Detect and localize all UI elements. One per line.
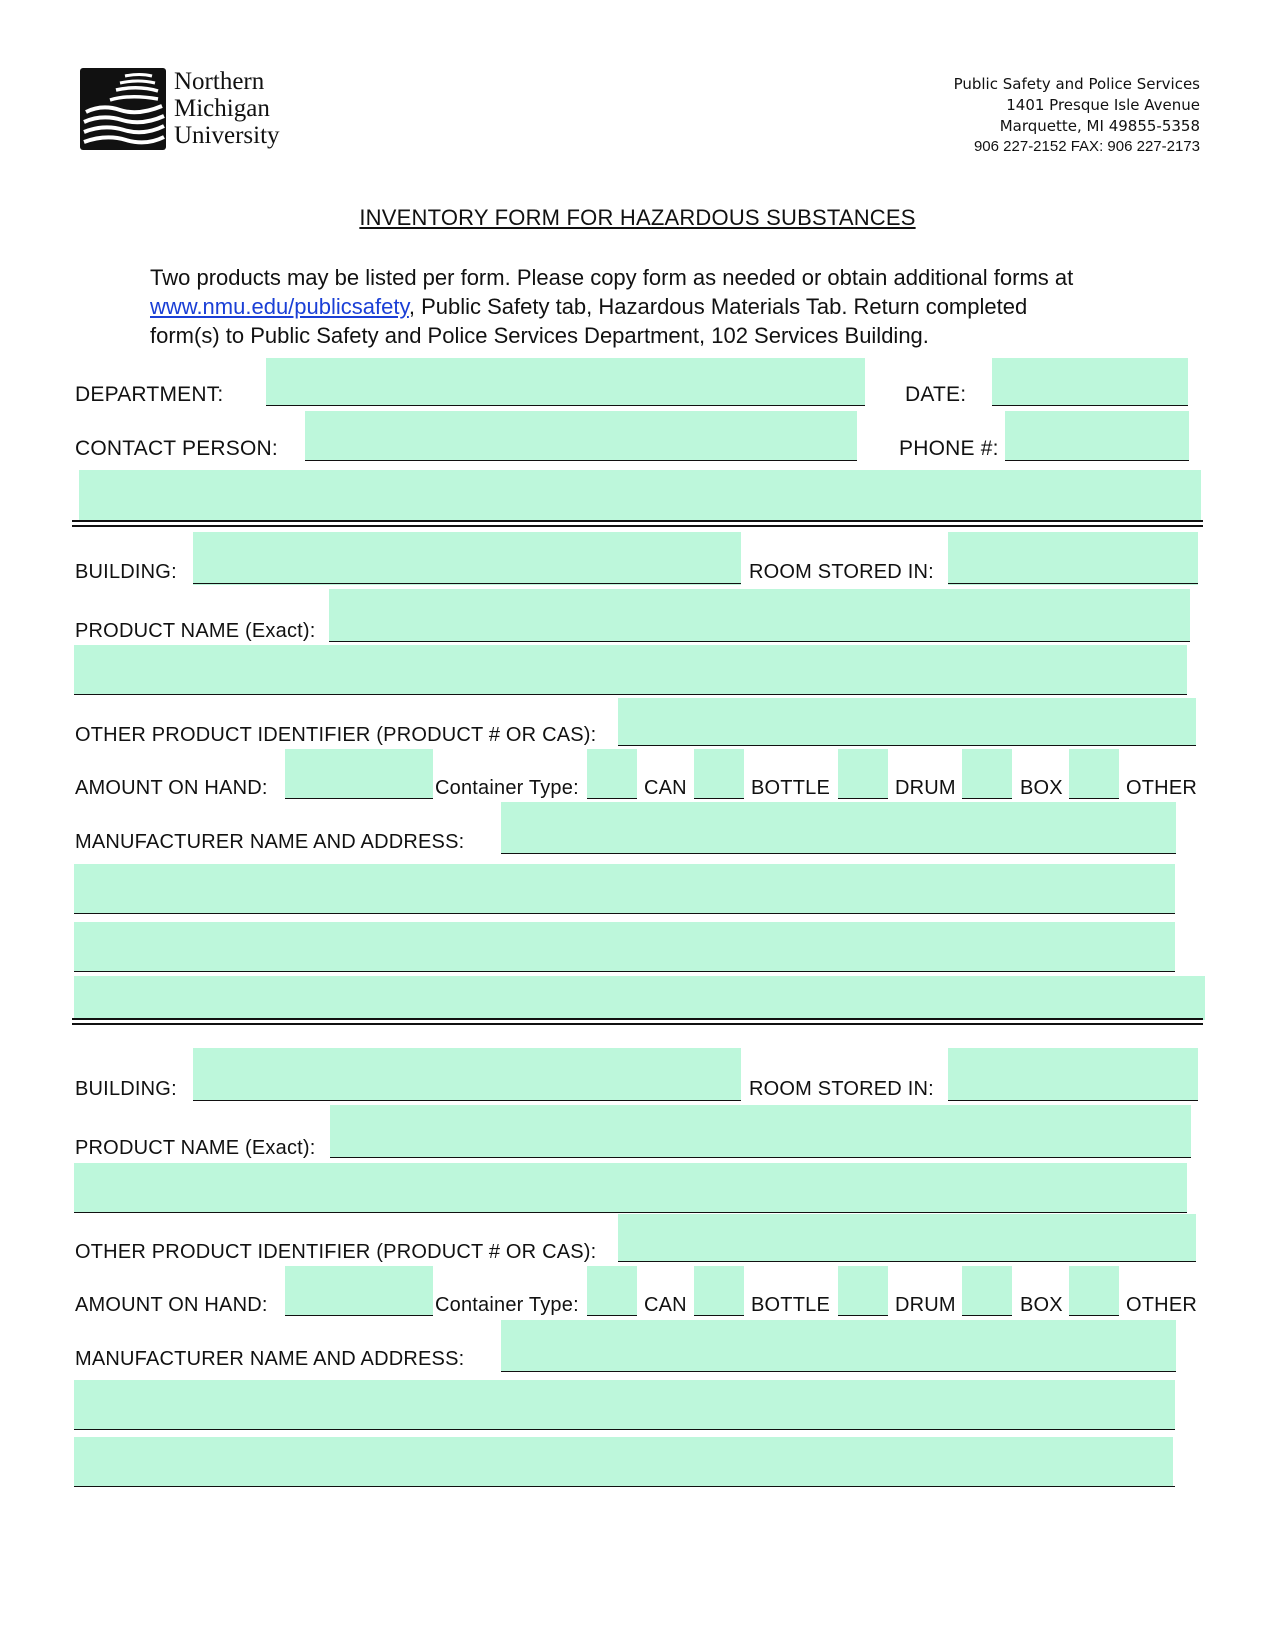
- p1-manufacturer-field[interactable]: [501, 802, 1176, 854]
- p2-room-underline: [948, 1100, 1198, 1101]
- p1-other-identifier-label: OTHER PRODUCT IDENTIFIER (PRODUCT # OR CAS):: [75, 724, 597, 746]
- p2-box-label: BOX: [1020, 1294, 1063, 1316]
- p2-manufacturer-underline-2: [74, 1429, 1175, 1430]
- p1-drum-checkbox[interactable]: [838, 749, 888, 799]
- p1-other-underline: [1069, 798, 1119, 799]
- p2-amount-label: AMOUNT ON HAND:: [75, 1294, 268, 1316]
- p1-can-checkbox[interactable]: [587, 749, 637, 799]
- p1-can-label: CAN: [644, 777, 687, 799]
- p1-amount-field[interactable]: [285, 749, 433, 799]
- section-divider-1: [72, 520, 1203, 527]
- p1-manufacturer-underline-2: [74, 913, 1175, 914]
- p1-box-label: BOX: [1020, 777, 1063, 799]
- p2-room-label: ROOM STORED IN:: [749, 1078, 934, 1100]
- address-street: 1401 Presque Isle Avenue: [1006, 96, 1200, 114]
- wave-icon: [80, 68, 166, 150]
- notes-field[interactable]: [79, 470, 1201, 520]
- phone-underline: [1005, 460, 1189, 461]
- p2-room-field[interactable]: [948, 1048, 1198, 1101]
- p2-can-underline: [587, 1315, 637, 1316]
- phone-label: PHONE #:: [899, 437, 999, 460]
- p1-product-name-underline-2: [74, 694, 1187, 695]
- contact-person-field[interactable]: [305, 411, 857, 461]
- p2-can-checkbox[interactable]: [587, 1266, 637, 1316]
- p1-product-name-label: PRODUCT NAME (Exact):: [75, 620, 316, 642]
- p1-amount-label: AMOUNT ON HAND:: [75, 777, 268, 799]
- p1-box-checkbox[interactable]: [962, 749, 1012, 799]
- p2-amount-field[interactable]: [285, 1266, 433, 1316]
- p2-building-field[interactable]: [193, 1048, 741, 1101]
- phone-field[interactable]: [1005, 411, 1189, 461]
- p2-drum-underline: [838, 1315, 888, 1316]
- p2-other-identifier-underline: [618, 1261, 1196, 1262]
- p2-box-underline: [962, 1315, 1012, 1316]
- p1-manufacturer-label: MANUFACTURER NAME AND ADDRESS:: [75, 831, 465, 853]
- p1-product-name-field[interactable]: [329, 589, 1190, 642]
- p1-room-underline: [948, 583, 1198, 584]
- p1-other-identifier-field[interactable]: [618, 698, 1196, 746]
- contact-person-underline: [305, 460, 857, 461]
- p1-box-underline: [962, 798, 1012, 799]
- p2-box-checkbox[interactable]: [962, 1266, 1012, 1316]
- p2-manufacturer-field-3[interactable]: [74, 1437, 1173, 1487]
- department-label: DEPARTMENT:: [75, 383, 224, 406]
- p2-bottle-label: BOTTLE: [751, 1294, 830, 1316]
- date-label: DATE:: [905, 383, 967, 406]
- p1-drum-underline: [838, 798, 888, 799]
- p1-can-underline: [587, 798, 637, 799]
- p2-product-name-underline-2: [74, 1212, 1187, 1213]
- section-divider-2: [72, 1018, 1203, 1025]
- intro-line-2-text: , Public Safety tab, Hazardous Materials Tab. Return completed: [408, 294, 1028, 319]
- p2-other-identifier-label: OTHER PRODUCT IDENTIFIER (PRODUCT # OR CAS):: [75, 1241, 597, 1263]
- p1-building-field[interactable]: [193, 532, 741, 585]
- p2-other-underline: [1069, 1315, 1119, 1316]
- p2-bottle-checkbox[interactable]: [694, 1266, 744, 1316]
- contact-person-label: CONTACT PERSON:: [75, 437, 278, 460]
- p1-product-name-field-2[interactable]: [74, 645, 1187, 695]
- department-field[interactable]: [266, 358, 865, 406]
- p1-other-label: OTHER: [1126, 777, 1197, 799]
- p2-manufacturer-underline: [501, 1371, 1176, 1372]
- p1-manufacturer-field-4[interactable]: [74, 976, 1205, 1020]
- p1-product-name-underline: [329, 641, 1190, 642]
- p2-manufacturer-field-2[interactable]: [74, 1380, 1175, 1430]
- intro-line-3: form(s) to Public Safety and Police Services Department, 102 Services Building.: [150, 323, 929, 348]
- p1-manufacturer-underline-3: [74, 971, 1175, 972]
- p1-container-type-label: Container Type:: [435, 777, 579, 799]
- p2-other-checkbox[interactable]: [1069, 1266, 1119, 1316]
- university-logo: [80, 68, 310, 152]
- p1-manufacturer-field-3[interactable]: [74, 922, 1175, 972]
- p2-building-underline: [193, 1100, 741, 1101]
- intro-line-1: Two products may be listed per form. Please copy form as needed or obtain additional forms at: [150, 265, 1074, 290]
- p2-product-name-field[interactable]: [330, 1105, 1191, 1158]
- p1-bottle-underline: [694, 798, 744, 799]
- publicsafety-link[interactable]: www.nmu.edu/publicsafety: [150, 294, 409, 319]
- p1-room-field[interactable]: [948, 532, 1198, 585]
- p2-amount-underline: [285, 1315, 433, 1316]
- p2-bottle-underline: [694, 1315, 744, 1316]
- p2-product-name-label: PRODUCT NAME (Exact):: [75, 1137, 316, 1159]
- p2-product-name-underline: [330, 1157, 1191, 1158]
- address-phone-fax: 906 227-2152 FAX: 906 227-2173: [973, 138, 1200, 155]
- page-title: INVENTORY FORM FOR HAZARDOUS SUBSTANCES: [359, 205, 916, 230]
- p1-bottle-checkbox[interactable]: [694, 749, 744, 799]
- p2-other-label: OTHER: [1126, 1294, 1197, 1316]
- p2-manufacturer-underline-3: [74, 1486, 1175, 1487]
- p1-manufacturer-underline: [501, 853, 1176, 854]
- p2-product-name-field-2[interactable]: [74, 1163, 1187, 1213]
- address-dept: Public Safety and Police Services: [953, 75, 1200, 93]
- p2-container-type-label: Container Type:: [435, 1294, 579, 1316]
- university-name: Northern Michigan University: [174, 68, 280, 149]
- p2-can-label: CAN: [644, 1294, 687, 1316]
- p2-other-identifier-field[interactable]: [618, 1214, 1196, 1262]
- department-underline: [266, 405, 865, 406]
- p2-manufacturer-label: MANUFACTURER NAME AND ADDRESS:: [75, 1348, 465, 1370]
- date-field[interactable]: [992, 358, 1188, 406]
- p2-drum-label: DRUM: [895, 1294, 956, 1316]
- p1-other-identifier-underline: [618, 745, 1196, 746]
- p1-drum-label: DRUM: [895, 777, 956, 799]
- date-underline: [992, 405, 1188, 406]
- address-city: Marquette, MI 49855-5358: [999, 117, 1200, 135]
- p2-building-label: BUILDING:: [75, 1078, 177, 1100]
- p1-building-underline: [193, 583, 741, 584]
- p1-amount-underline: [285, 798, 433, 799]
- p1-other-checkbox[interactable]: [1069, 749, 1119, 799]
- p2-manufacturer-field[interactable]: [501, 1320, 1176, 1372]
- p2-drum-checkbox[interactable]: [838, 1266, 888, 1316]
- p1-room-label: ROOM STORED IN:: [749, 561, 934, 583]
- p1-building-label: BUILDING:: [75, 561, 177, 583]
- p1-manufacturer-field-2[interactable]: [74, 864, 1175, 914]
- p1-bottle-label: BOTTLE: [751, 777, 830, 799]
- intro-line-2: [150, 294, 1027, 320]
